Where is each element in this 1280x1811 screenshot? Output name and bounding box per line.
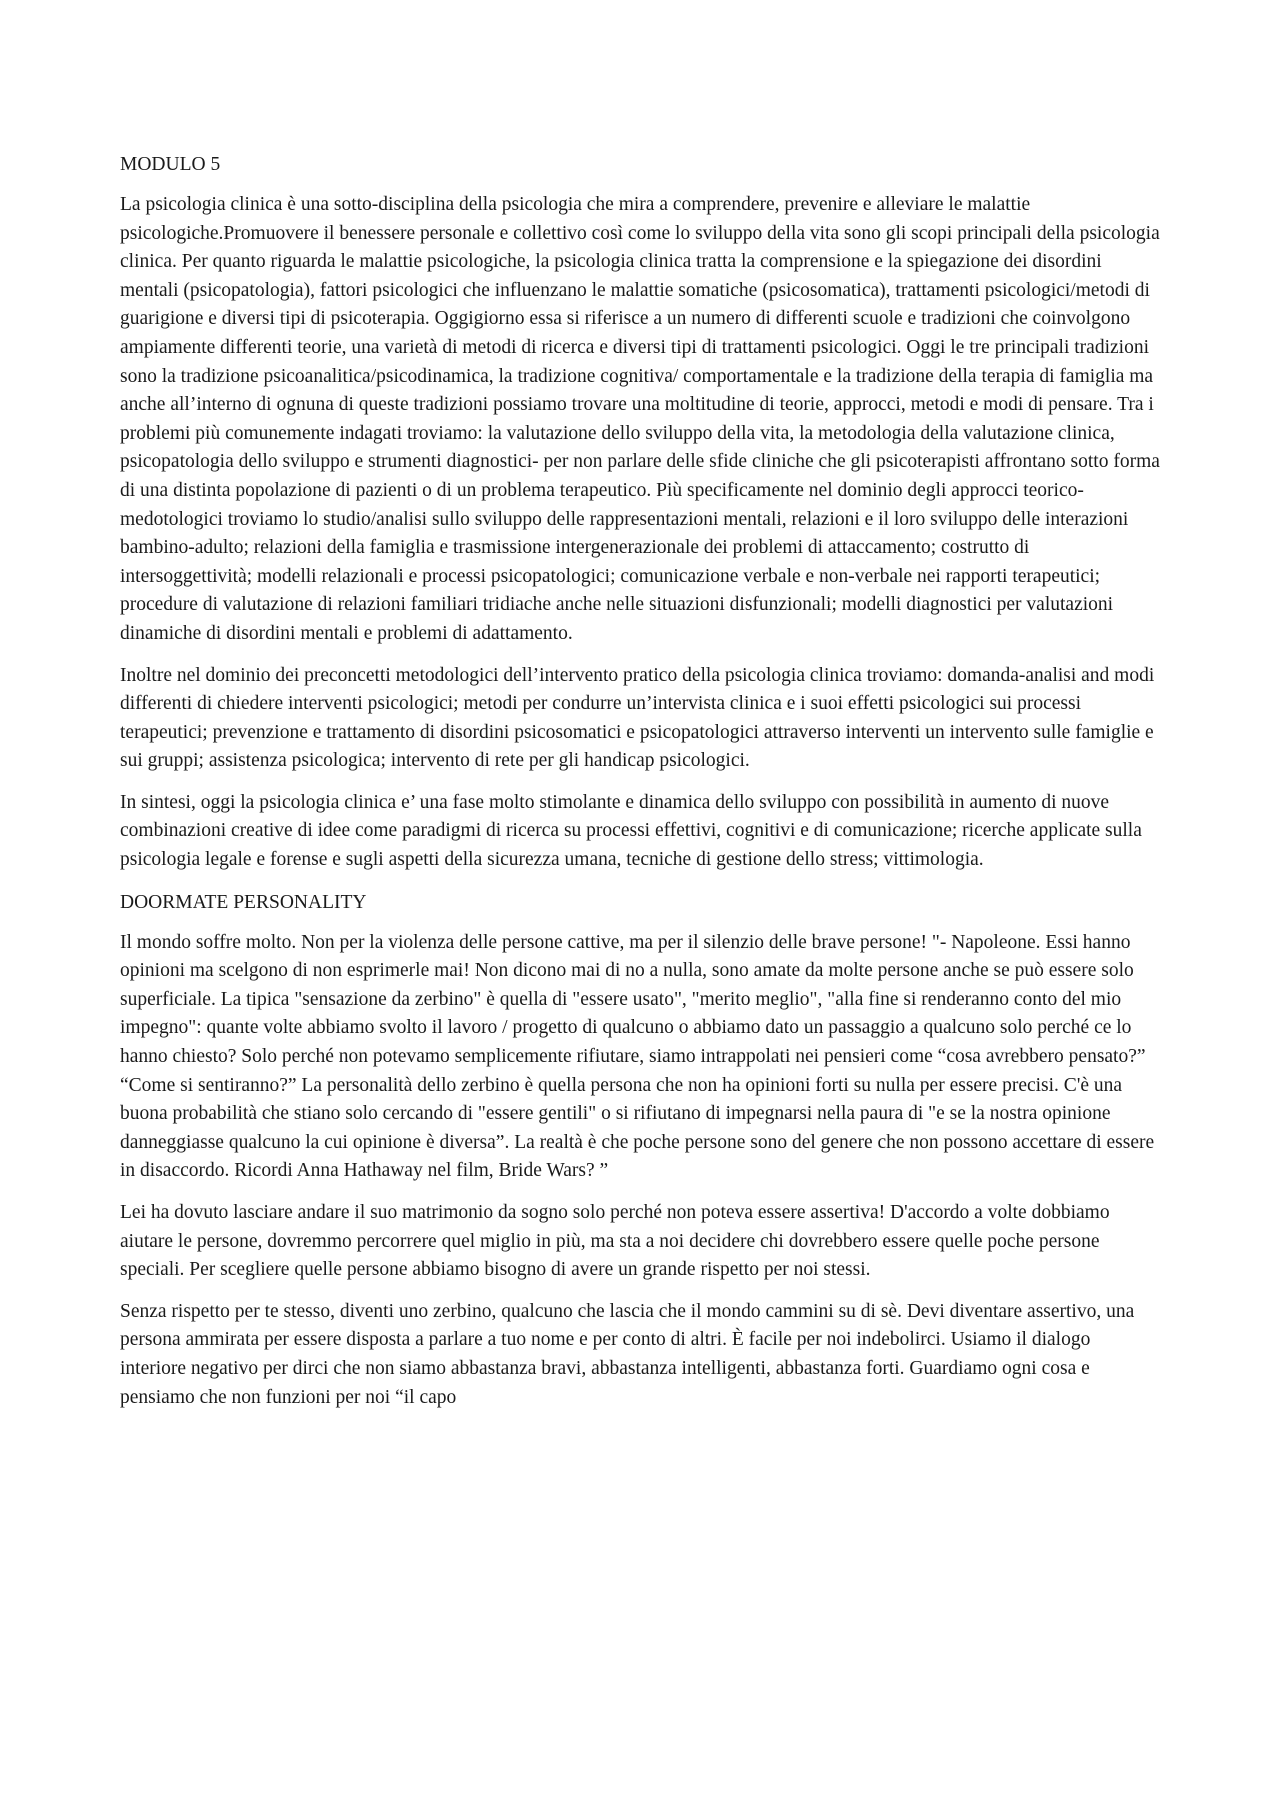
paragraph-intro: La psicologia clinica è una sotto-disciplina della psicologia che mira a comprendere, prevenire e alleviare le malattie psicologiche.Promuovere il benessere personale e collettivo così come lo sviluppo della vita sono gli scopi principali della psicologia clinica. Per quanto riguarda le malattie psicologiche, la psicologia clinica tratta la comprensione e la spiegazione dei disordini mentali (psicopatologia), fattori psicologici che influenzano le malattie somatiche (psicosomatica), trattamenti psicologici/metodi di guarigione e diversi tipi di psicoterapia. Oggigiorno essa si riferisce a un numero di differenti scuole e tradizioni che coinvolgono ampiamente differenti teorie, una varietà di metodi di ricerca e diversi tipi di trattamenti psicologici. Oggi le tre principali tradizioni sono la tradizione psicoanalitica/psicodinamica, la tradizione cognitiva/ comportamentale e la tradizione della terapia di famiglia ma anche all’interno di ognuna di queste tradizioni possiamo trovare una moltitudine di teorie, approcci, metodi e modi di pensare. Tra i problemi più comunemente indagati troviamo: la valutazione dello sviluppo della vita, la metodologia della valutazione clinica, psicopatologia dello sviluppo e strumenti diagnostici- per non parlare delle sfide cliniche che gli psicoterapisti affrontano sotto forma di una distinta popolazione di pazienti o di un problema terapeutico. Più specificamente nel dominio degli approcci teorico-medotologici troviamo lo studio/analisi sullo sviluppo delle rappresentazioni mentali, relazioni e il loro sviluppo delle interazioni bambino-adulto; relazioni della famiglia e trasmissione intergenerazionale dei problemi di attaccamento; costrutto di intersoggettività; modelli relazionali e processi psicopatologici; comunicazione verbale e non-verbale nei rapporti terapeutici; procedure di valutazione di relazioni familiari tridiache anche nelle situazioni disfunzionali; modelli diagnostici per valutazioni dinamiche di disordini mentali e problemi di adattamento.: [120, 194, 1160, 644]
paragraph-doormat-1: Il mondo soffre molto. Non per la violenza delle persone cattive, ma per il silenzio delle brave persone! "- Napoleone. Essi hanno opinioni ma scelgono di non esprimerle mai! Non dicono mai di no a nulla, sono amate da molte persone anche se può essere solo superficiale. La tipica "sensazione da zerbino" è quella di "essere usato", "merito meglio", "alla fine si renderanno conto del mio impegno": quante volte abbiamo svolto il lavoro / progetto di qualcuno o abbiamo dato un passaggio a qualcuno solo perché ce lo hanno chiesto? Solo perché non potevamo semplicemente rifiutare, siamo intrappolati nei pensieri come “cosa avrebbero pensato?” “Come si sentiranno?” La personalità dello zerbino è quella persona che non ha opinioni forti su nulla per essere precisi. C'è una buona probabilità che stiano solo cercando di "essere gentili" o si rifiutano di impegnarsi nella paura di "e se la nostra opinione danneggiasse qualcuno la cui opinione è diversa”. La realtà è che poche persone sono del genere che non possono accettare di essere in disaccordo. Ricordi Anna Hathaway nel film, Bride Wars? ”: [120, 931, 1155, 1182]
paragraph-doormat-2: Lei ha dovuto lasciare andare il suo matrimonio da sogno solo perché non poteva essere assertiva! D'accordo a volte dobbiamo aiutare le persone, dovremmo percorrere quel miglio in più, ma sta a noi decidere chi dovrebbero essere quelle poche persone speciali. Per scegliere quelle persone abbiamo bisogno di avere un grande rispetto per noi stessi.: [120, 1202, 1110, 1281]
paragraph-summary: In sintesi, oggi la psicologia clinica e’ una fase molto stimolante e dinamica dello sviluppo con possibilità in aumento di nuove combinazioni creative di idee come paradigmi di ricerca su processi effettivi, cognitivi e di comunicazione; ricerche applicate sulla psicologia legale e forense e sugli aspetti della sicurezza umana, tecniche di gestione dello stress; vittimologia.: [120, 791, 1142, 871]
document-page: [120, 150, 1160, 1425]
section-heading-doormat: DOORMATE PERSONALITY: [120, 891, 367, 913]
paragraph-intervention: Inoltre nel dominio dei preconcetti metodologici dell’intervento pratico della psicologia clinica troviamo: domanda-analisi and modi differenti di chiedere interventi psicologici; metodi per condurre un’intervista clinica e i suoi effetti psicologici sui processi terapeutici; prevenzione e trattamento di disordini psicosomatici e psicopatologici attraverso interventi un intervento sulle famiglie e sui gruppi; assistenza psicologica; intervento di rete per gli handicap psicologici.: [120, 664, 1155, 772]
section-heading-modulo: MODULO 5: [120, 154, 221, 175]
paragraph-doormat-3: Senza rispetto per te stesso, diventi uno zerbino, qualcuno che lascia che il mondo cammini su di sè. Devi diventare assertivo, una persona ammirata per essere disposta a parlare a tuo nome e per conto di altri. È facile per noi indebolirci. Usiamo il dialogo interiore negativo per dirci che non siamo abbastanza bravi, abbastanza intelligenti, abbastanza forti. Guardiamo ogni cosa e pensiamo che non funzioni per noi “il capo: [120, 1300, 1135, 1408]
